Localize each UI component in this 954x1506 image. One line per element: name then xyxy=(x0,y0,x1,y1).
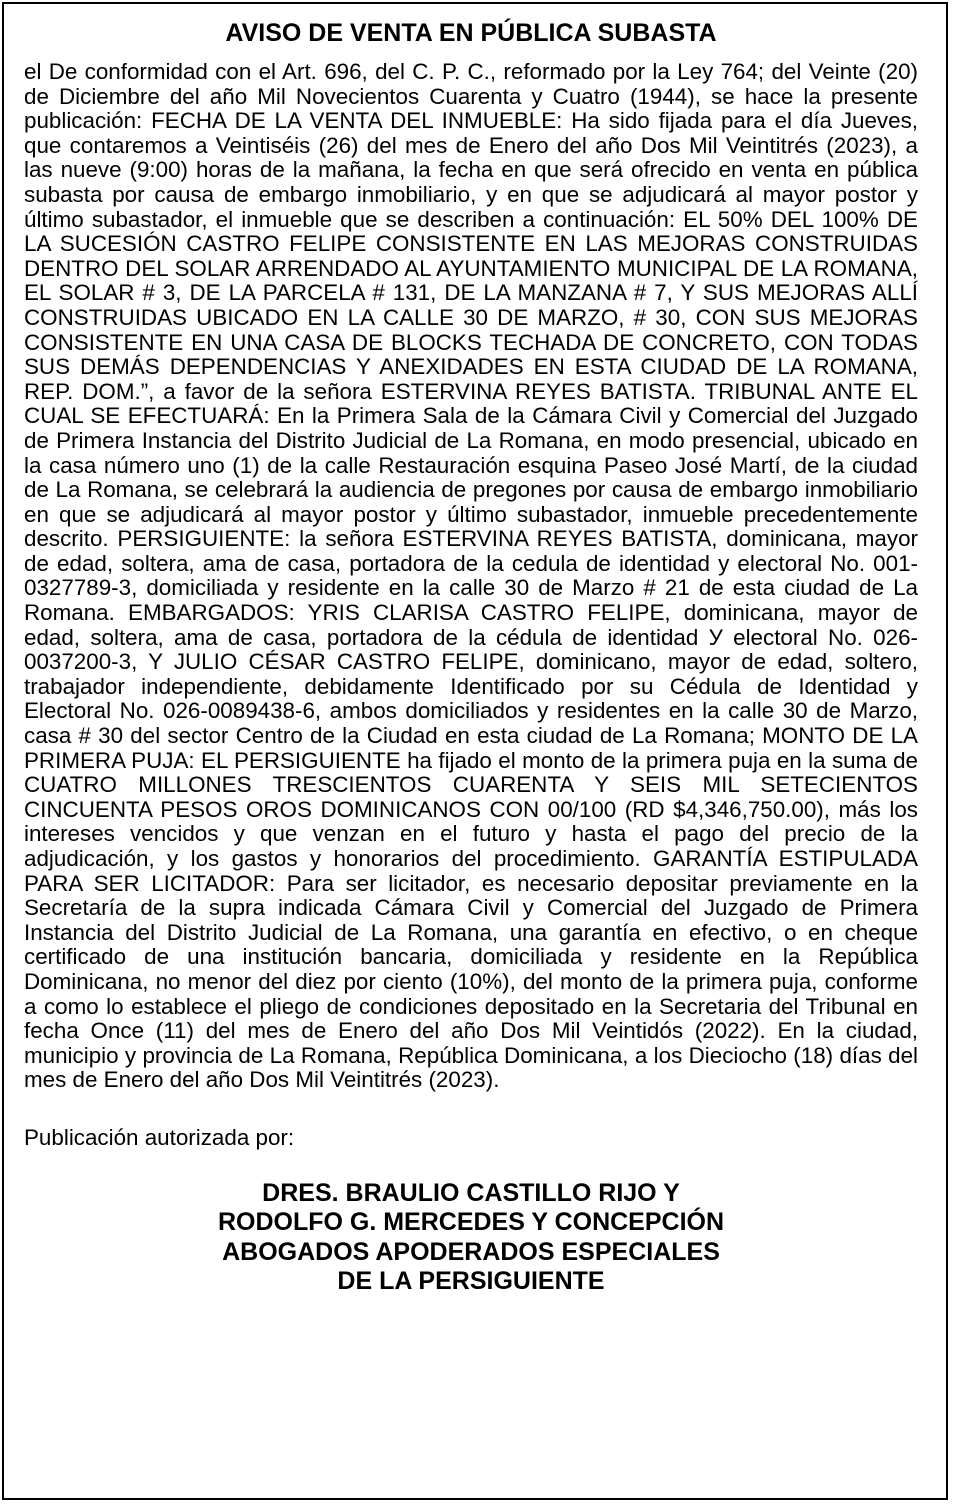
signature-line: DRES. BRAULIO CASTILLO RIJO Y xyxy=(262,1178,680,1207)
signature-line: ABOGADOS APODERADOS ESPECIALES xyxy=(222,1237,720,1266)
notice-title: AVISO DE VENTA EN PÚBLICA SUBASTA xyxy=(225,19,717,47)
signature-line: RODOLFO G. MERCEDES Y CONCEPCIÓN xyxy=(217,1208,725,1237)
signature-line: DE LA PERSIGUIENTE xyxy=(337,1267,605,1296)
auction-notice xyxy=(2,2,948,1500)
notice-body: el De conformidad con el Art. 696, del C. P. C., reformado por la Ley 764; del Veinte (20) de Diciembre del año Mil Novecientos Cuarenta y Cuatro (1944), se hace la presente publicación: FECHA DE LA VENTA DEL INMUEBLE: Ha sido fijada para el día Jueves, que contaremos a Veintiséis (26) del mes de Enero del año Dos Mil Veintitrés (2023), a las nueve (9:00) horas de la mañana, la fecha en que será ofrecido en venta en pública subasta por causa de embargo inmobiliario, y en que se adjudicará al mayor postor y último subastador, el inmueble que se describen a continuación: EL 50% DEL 100% DE LA SUCESIÓN CASTRO FELIPE CONSISTENTE EN LAS MEJORAS CONSTRUIDAS DENTRO DEL SOLAR ARRENDADO AL AYUNTAMIENTO MUNICIPAL DE LA ROMANA, EL SOLAR # 3, DE LA PARCELA # 131, DE LA MANZANA # 7, Y SUS MEJORAS ALLÍ CONSTRUIDAS UBICADO EN LA CALLE 30 DE MARZO, # 30, CON SUS MEJORAS CONSISTENTE EN UNA CASA DE BLOCKS TECHADA DE CONCRETO, CON TODAS SUS DEMÁS DEPENDENCIAS Y ANEXIDADES EN ESTA CIUDAD DE LA ROMANA, REP. DOM.”, a favor de la señora ESTERVINA REYES BATISTA. TRIBUNAL ANTE EL CUAL SE EFECTUARÁ: En la Primera Sala de la Cámara Civil y Comercial del Juzgado de Primera Instancia del Distrito Judicial de La Romana, en modo presencial, ubicado en la casa número uno (1) de la calle Restauración esquina Paseo José Martí, de la ciudad de La Romana, se celebrará la audiencia de pregones por causa de embargo inmobiliario en que se adjudicará al mayor postor y último subastador, inmueble precedentemente descrito. PERSIGUIENTE: la señora ESTERVINA REYES BATISTA, dominicana, mayor de edad, soltera, ama de casa, portadora de la cedula de identidad y electoral No. 001-0327789-3, domiciliada y residente en la calle 30 de Marzo # 21 de esta ciudad de La Romana. EMBARGADOS: YRIS CLARISA CASTRO FELIPE, dominicana, mayor de edad, soltera, ama de casa, portadora de la cédula de identidad У electoral No. 026-0037200-3, Y JULIO CÉSAR CASTRO FELIPE, dominicano, mayor de edad, soltero, trabajador independiente, debidamente Identificado por su Cédula de Identidad y Electoral No. 026-0089438-6, ambos domiciliados y residentes en la calle 30 de Marzo, casa # 30 del sector Centro de la Ciudad en esta ciudad de La Romana; MONTO DE LA PRIMERA PUJA: EL PERSIGUIENTE ha fijado el monto de la primera puja en la suma de CUATRO MILLONES TRESCIENTOS CUARENTA Y SEIS MIL SETECIENTOS CINCUENTA PESOS OROS DOMINICANOS CON 00/100 (RD $4,346,750.00), más los intereses vencidos y que venzan en el futuro y hasta el pago del precio de la adjudicación, y los gastos y honorarios del procedimiento. GARANTÍA ESTIPULADA PARA SER LICITADOR: Para ser licitador, es necesario depositar previamente en la Secretaría de la supra indicada Cámara Civil y Comercial del Juzgado de Primera Instancia del Distrito Judicial de La Romana, una garantía en efectivo, o en cheque certificado de una institución bancaria, domiciliada y residente en la República Dominicana, no menor del diez por ciento (10%), del monto de la primera puja, conforme a como lo establece el pliego de condiciones depositado en la Secretaria del Tribunal en fecha Once (11) del mes de Enero del año Dos Mil Veintidós (2022). En la ciudad, municipio y provincia de La Romana, República Dominicana, a los Dieciocho (18) días del mes de Enero del año Dos Mil Veintitrés (2023). xyxy=(24,59,918,1093)
signature-block xyxy=(24,1179,918,1297)
authorized-by-label: Publicación autorizada por: xyxy=(24,1124,295,1150)
